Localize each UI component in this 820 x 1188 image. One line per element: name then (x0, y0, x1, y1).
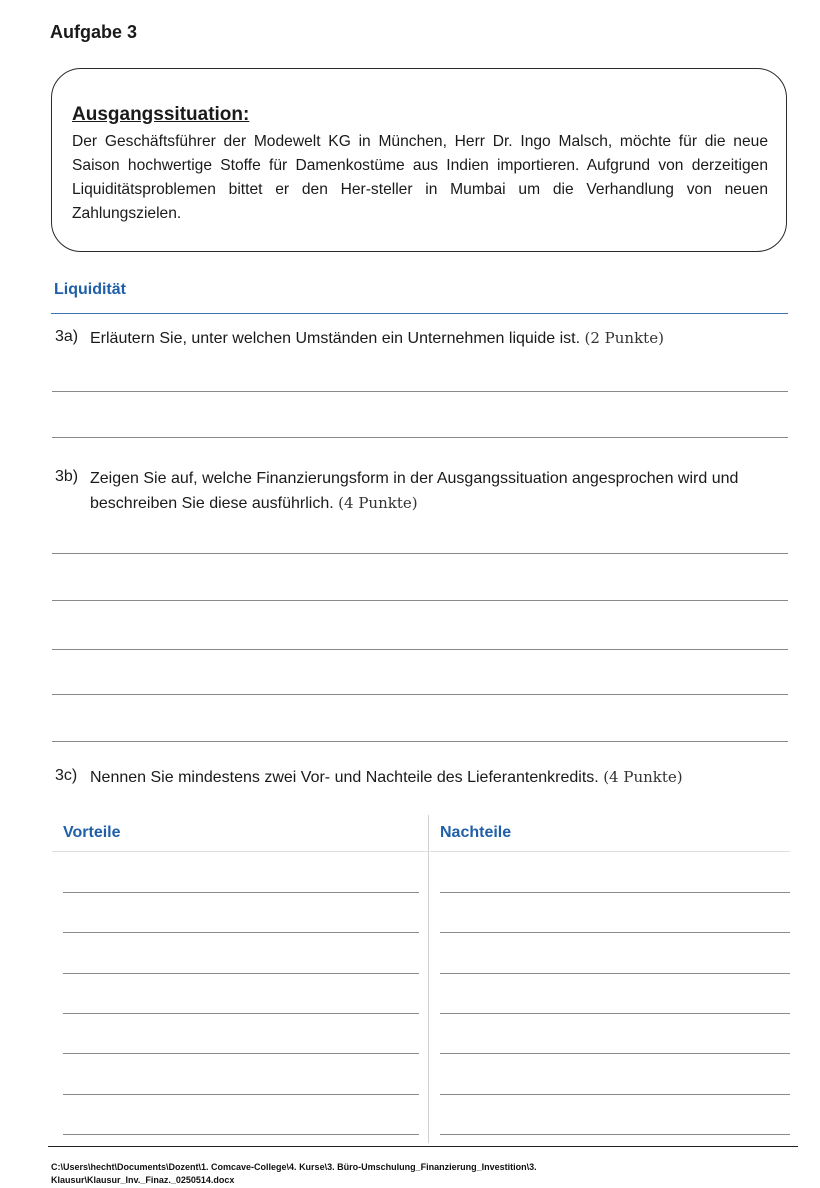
question-3c-text (90, 765, 790, 790)
scenario-heading: Ausgangssituation: (72, 104, 250, 125)
nachteile-line[interactable] (440, 1053, 790, 1054)
answer-line-3a-2[interactable] (52, 437, 788, 438)
table-header-rule-left (52, 851, 428, 852)
question-3a-text (90, 326, 780, 351)
question-3c-prompt: Nennen Sie mindestens zwei Vor- und Nachteile des Lieferantenkredits. (90, 769, 599, 786)
question-3c-points: (4 Punkte) (603, 768, 683, 786)
nachteile-line[interactable] (440, 892, 790, 893)
question-3a-prompt: Erläutern Sie, unter welchen Umständen ein Unternehmen liquide ist. (90, 330, 581, 347)
nachteile-line[interactable] (440, 1013, 790, 1014)
answer-line-3b-2[interactable] (52, 600, 788, 601)
vorteile-line[interactable] (63, 932, 419, 933)
nachteile-line[interactable] (440, 932, 790, 933)
question-3b-number: 3b) (55, 468, 79, 485)
table-header-nachteile: Nachteile (440, 824, 512, 841)
table-column-divider (428, 815, 429, 1143)
task-title: Aufgabe 3 (50, 22, 138, 42)
answer-line-3b-4[interactable] (52, 694, 788, 695)
question-3a-number: 3a) (55, 328, 79, 345)
footer-rule (48, 1146, 798, 1147)
scenario-text: Der Geschäftsführer der Modewelt KG in München, Herr Dr. Ingo Malsch, möchte für die neue Saison hochwertige Stoffe für Damenkostüme aus Indien importieren. Aufgrund von derzeitigen Liquiditätsproblemen bittet er den Her-steller in Mumbai um die Verhandlung von neuen Zahlungszielen. (72, 133, 768, 222)
answer-line-3b-1[interactable] (52, 553, 788, 554)
section-divider (51, 313, 788, 314)
answer-line-3b-5[interactable] (52, 741, 788, 742)
question-3b-text (90, 466, 785, 516)
question-3b-prompt: Zeigen Sie auf, welche Finanzierungsform in der Ausgangssituation angesprochen wird und beschreiben Sie diese ausführlich. (90, 470, 739, 512)
nachteile-line[interactable] (440, 973, 790, 974)
vorteile-line[interactable] (63, 973, 419, 974)
vorteile-line[interactable] (63, 1094, 419, 1095)
table-header-rule-right (430, 851, 790, 852)
question-3b-points: (4 Punkte) (338, 494, 418, 512)
vorteile-line[interactable] (63, 1053, 419, 1054)
vorteile-line[interactable] (63, 1013, 419, 1014)
question-3c-number: 3c) (55, 767, 78, 784)
nachteile-line[interactable] (440, 1094, 790, 1095)
vorteile-line[interactable] (63, 892, 419, 893)
table-header-vorteile: Vorteile (63, 824, 121, 841)
section-title: Liquidität (54, 281, 126, 298)
vorteile-line[interactable] (63, 1134, 419, 1135)
answer-line-3b-3[interactable] (52, 649, 788, 650)
nachteile-line[interactable] (440, 1134, 790, 1135)
footer-file-path: C:\Users\hecht\Documents\Dozent\1. Comcave-College\4. Kurse\3. Büro-Umschulung_Finanzierung_Investition\3. Klausur\Klausur_Inv._Finaz._0250514.docx (51, 1162, 537, 1185)
question-3a-points: (2 Punkte) (584, 329, 664, 347)
answer-line-3a-1[interactable] (52, 391, 788, 392)
